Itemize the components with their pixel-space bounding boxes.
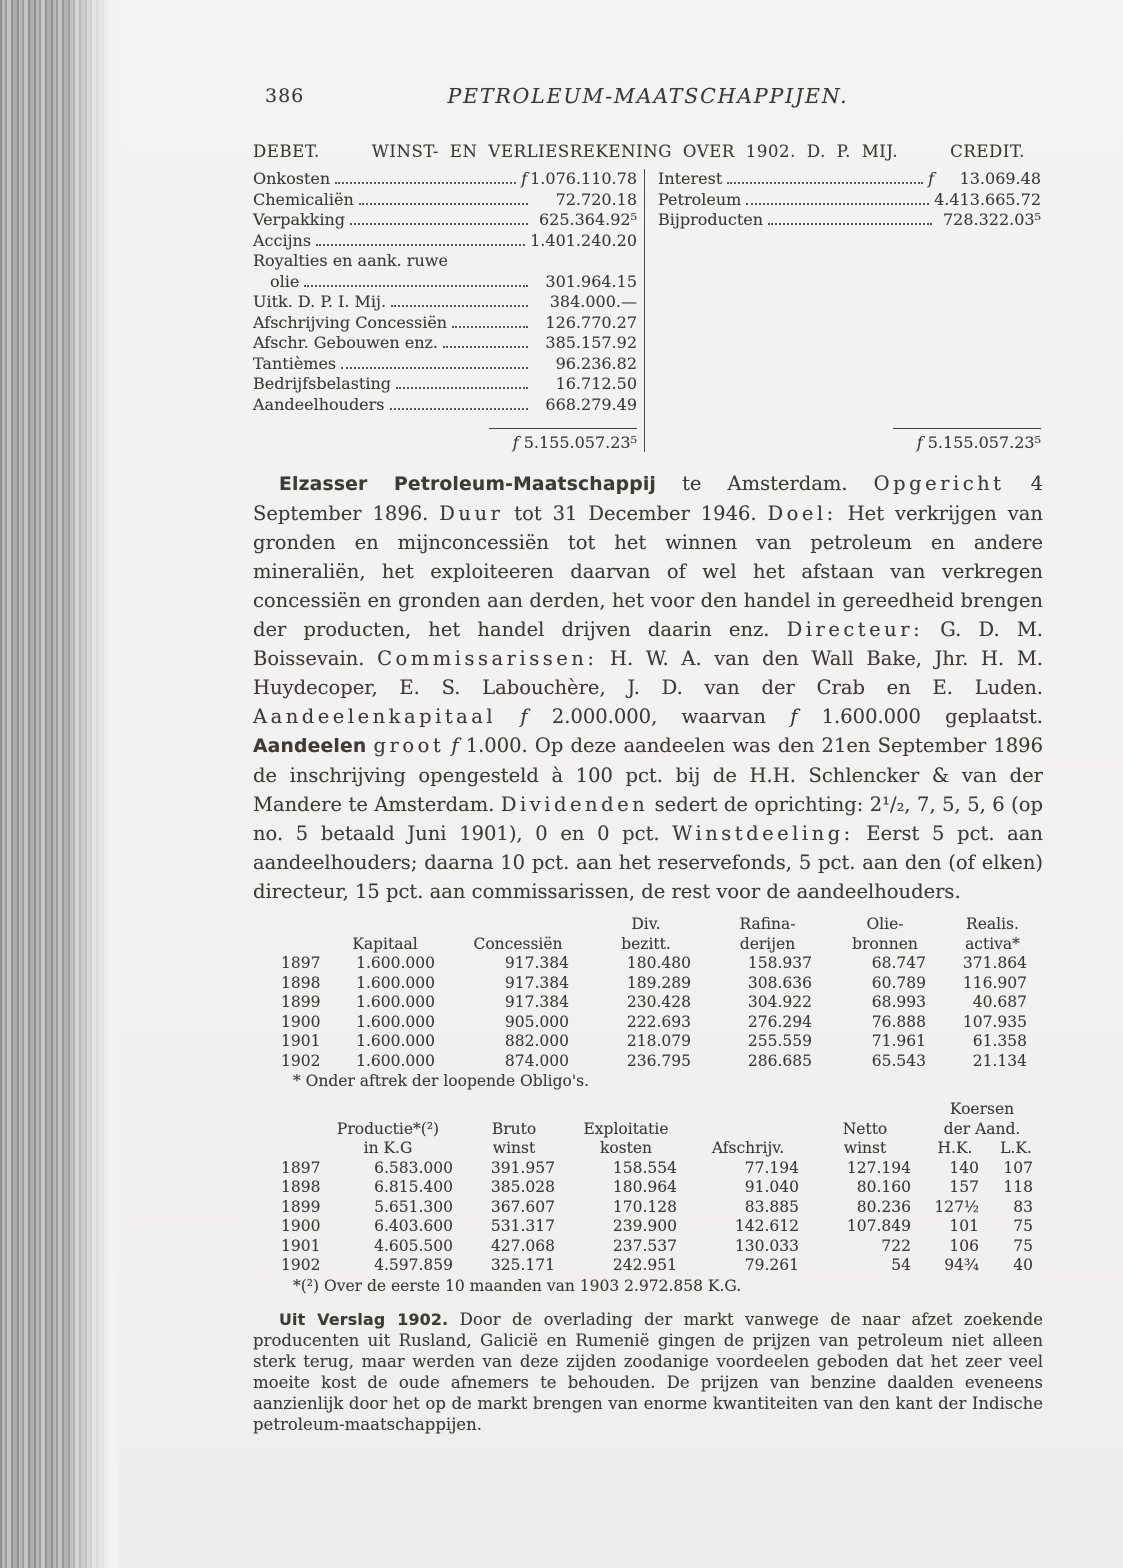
account-title (253, 142, 1043, 161)
table-cell: 71.961 (871, 1032, 926, 1050)
text-segment: Door de overlading der markt vanwege de naar afzet zoekende producenten uit Rusland, Galicië en Rumenië gingen de prijzen van petroleum niet alleen sterk terug, maar werden van deze zijden zoodanige voordeelen geboden dat het zeer veel moeite kost de oude afnemers te behouden. De prijzen van benzine daalden eveneens aanzienlijk door het op de markt brengen van enorme kwantiteiten van den kant der Indische petroleum-maatschappijen. (253, 1309, 1043, 1434)
table-cell: 237.537 (612, 1236, 677, 1255)
dot-leader (390, 408, 528, 410)
t1-header-div: Div. (631, 915, 661, 933)
account-label: olie (270, 271, 300, 291)
account-title-center: WINST- EN VERLIESREKENING OVER 1902. D. P. MIJ. (371, 142, 899, 161)
text-segment: Aandeelen (253, 736, 367, 757)
account-amount: 96.236.82 (555, 353, 637, 373)
table-row (253, 993, 1043, 1013)
table-row (253, 954, 1043, 974)
t2-header-nettowinst: winst (843, 1139, 887, 1157)
florin-sign: f (512, 433, 519, 452)
t2-body (253, 1159, 1043, 1276)
company-description (253, 469, 1043, 906)
financial-overview-table (253, 915, 1043, 1071)
table-cell: 170.128 (612, 1197, 677, 1216)
table-cell: 218.079 (626, 1032, 691, 1050)
table-cell: 158.554 (612, 1158, 677, 1177)
table-cell: 1.600.000 (356, 993, 435, 1011)
table-cell: 77.194 (744, 1158, 799, 1177)
account-amount: 72.720.18 (555, 189, 637, 209)
account-label: Petroleum (658, 189, 742, 209)
book-binding (0, 0, 118, 1568)
table-cell: 4.605.500 (374, 1236, 453, 1255)
text-segment: Duur (439, 502, 504, 525)
text-segment: Opgericht (873, 472, 1005, 495)
table-cell: 65.543 (871, 1051, 926, 1070)
table-cell: 1902 (281, 1256, 321, 1274)
t2-header-koersen: Koersen (949, 1100, 1015, 1118)
table-cell: 76.888 (871, 1012, 926, 1031)
account-row (253, 292, 637, 313)
text-segment: Doel: (767, 502, 837, 525)
dot-leader (350, 223, 528, 225)
table-cell: 222.693 (626, 1012, 691, 1031)
florin-sign: f (916, 433, 923, 452)
table-cell: 140 (949, 1158, 979, 1177)
text-segment: Eerst 5 pct. aan aandeelhouders; daarna 10 pct. aan het reservefonds, 5 pct. aan den (of elken) directeur, 15 pct. aan commissarissen, de rest voor de aandeelhouders. (253, 822, 1043, 903)
table-cell: 157 (949, 1178, 979, 1196)
table-cell: 83.885 (744, 1197, 799, 1216)
t2-header-der-aand: der Aand. (943, 1119, 1021, 1138)
t2-header-lk: L.K. (1000, 1139, 1032, 1157)
account-row (253, 231, 637, 252)
table-cell: 276.294 (747, 1012, 812, 1031)
debit-total: 5.155.057.23⁵ (523, 433, 637, 452)
table-cell: 142.612 (734, 1217, 799, 1235)
t1-header-bezitt: bezitt. (621, 934, 671, 953)
account-row (253, 272, 637, 293)
text-segment: Winstdeeling: (672, 822, 854, 845)
account-label: Onkosten (253, 169, 331, 188)
table-row (253, 1032, 1043, 1052)
text-segment: 2.000.000, waarvan (527, 705, 791, 728)
account-label: Afschrijving Concessiën (253, 312, 448, 332)
text-segment: 1.600.000 geplaatst. (797, 705, 1043, 728)
table-row (253, 1052, 1043, 1072)
table-cell: 882.000 (504, 1032, 569, 1050)
account-amount: 384.000.— (549, 292, 637, 311)
text-segment (366, 734, 373, 757)
table-cell: 286.685 (747, 1051, 812, 1070)
table-cell: 180.480 (626, 954, 691, 972)
account-row (658, 210, 1041, 231)
annual-report-1902 (253, 1309, 1043, 1435)
text-segment: H. W. A. van den Wall Bake, Jhr. H. M. Huydecoper, E. S. Labouchère, J. D. van der Crab en E. Luden. (253, 647, 1043, 699)
text-segment: 1.000. Op deze aandeelen was den 21en September 1896 de inschrijving opengesteld à 100 pct. bij de H.H. Schlencker & van der Mandere te Amsterdam. (253, 734, 1043, 816)
account-row (658, 169, 1041, 190)
account-amount: 1.401.240.20 (530, 230, 637, 250)
table-cell: 367.607 (490, 1197, 555, 1216)
text-segment: te Amsterdam. (656, 472, 874, 495)
table-cell: 80.236 (856, 1197, 911, 1216)
account-label: Accijns (253, 230, 312, 250)
table-cell: 6.815.400 (374, 1178, 453, 1196)
table-cell: 189.289 (626, 973, 691, 992)
account-row (253, 251, 637, 272)
table-cell: 874.000 (504, 1051, 569, 1070)
account-amount: 16.712.50 (555, 374, 637, 393)
text-segment: f (451, 734, 459, 757)
table-cell: 236.795 (626, 1051, 691, 1070)
table-cell: 101 (949, 1217, 979, 1235)
table-cell: 1.600.000 (356, 1051, 435, 1070)
dot-leader (391, 305, 528, 307)
account-columns (253, 169, 1043, 452)
table-cell: 255.559 (747, 1032, 812, 1050)
account-row (253, 169, 637, 190)
florin-sign: f (521, 169, 528, 188)
page-content (253, 84, 1043, 1435)
credit-total-row (658, 415, 1041, 452)
table-cell: 94¾ (944, 1256, 979, 1274)
text-segment: Uit Verslag 1902. (279, 1309, 449, 1329)
dot-leader (316, 244, 525, 246)
dot-leader (335, 182, 516, 184)
table-cell: 75 (1013, 1217, 1033, 1235)
dot-leader (452, 326, 528, 328)
table-cell: 180.964 (612, 1178, 677, 1196)
table-cell: 427.068 (490, 1236, 555, 1255)
table-row (253, 1198, 1043, 1218)
t1-header-kapitaal: Kapitaal (352, 934, 418, 953)
table-cell: 371.864 (962, 954, 1027, 972)
table-cell: 106 (949, 1236, 979, 1255)
account-amount: 728.322.03⁵ (942, 210, 1041, 229)
table-cell: 308.636 (747, 973, 812, 992)
table-row (253, 1256, 1043, 1276)
t2-header-kosten: kosten (599, 1139, 653, 1157)
table-cell: 1901 (281, 1032, 321, 1050)
text-segment: 4 September 1896. (253, 472, 1043, 525)
account-title-debet: DEBET. (253, 142, 320, 161)
t2-header-productie: Productie*(²) (336, 1119, 440, 1138)
account-label: Aandeelhouders (253, 394, 385, 414)
text-segment: Aandeelenkapitaal (253, 705, 497, 728)
account-amount: 126.770.27 (545, 312, 637, 332)
table-cell: 917.384 (504, 954, 569, 972)
table-cell: 1897 (281, 954, 321, 972)
account-amount: 301.964.15 (545, 271, 637, 291)
account-row (658, 190, 1041, 211)
account-row (253, 190, 637, 211)
table-cell: 905.000 (504, 1012, 569, 1031)
text-segment: Commissarissen: (377, 647, 598, 670)
table-cell: 6.583.000 (374, 1158, 453, 1177)
table-row (253, 1159, 1043, 1179)
t1-header-activa: activa* (965, 934, 1020, 953)
table-cell: 80.160 (856, 1178, 911, 1196)
table-cell: 1.600.000 (356, 1032, 435, 1050)
account-amount: 4.413.665.72 (934, 189, 1041, 209)
text-segment: tot 31 December 1946. (503, 502, 768, 525)
table-cell: 385.028 (490, 1178, 555, 1196)
account-row (253, 395, 637, 416)
account-label: Interest (658, 169, 723, 188)
table-cell: 127.194 (846, 1158, 911, 1177)
table-cell: 1901 (281, 1236, 321, 1255)
page-header (253, 84, 1043, 110)
account-label: Chemicaliën (253, 189, 354, 209)
t1-header-rafina: Rafina- (739, 915, 796, 933)
table-cell: 91.040 (744, 1178, 799, 1196)
page-number: 386 (265, 85, 305, 107)
account-amount: 13.069.48 (959, 169, 1041, 188)
table-cell: 4.597.859 (374, 1256, 453, 1274)
table-cell: 21.134 (972, 1051, 1027, 1070)
table-row (253, 1178, 1043, 1198)
text-segment: f (520, 705, 528, 728)
table-row (253, 1217, 1043, 1237)
text-segment: sedert de oprichting: 2¹/₂, 7, 5, 5, 6 (op no. 5 betaald Juni 1901), 0 en 0 pct. (253, 793, 1043, 845)
table-cell: 118 (1003, 1178, 1033, 1196)
table-cell: 5.651.300 (374, 1197, 453, 1216)
text-segment: groot (373, 734, 445, 757)
t2-header-netto: Netto (842, 1119, 888, 1138)
t1-header-derijen: derijen (739, 934, 796, 953)
account-label: Afschr. Gebouwen enz. (253, 333, 439, 352)
account-label: Uitk. D. P. I. Mij. (253, 292, 387, 311)
debit-total-row (253, 415, 637, 452)
credit-rows (658, 169, 1041, 231)
table2-footnote: *(²) Over de eerste 10 maanden van 1903 2.972.858 K.G. (293, 1276, 742, 1295)
table-row (253, 1237, 1043, 1257)
table-cell: 130.033 (734, 1236, 799, 1255)
table-cell: 40 (1013, 1256, 1033, 1274)
debit-column (253, 169, 645, 452)
table-cell: 391.957 (490, 1158, 555, 1177)
table-row (253, 974, 1043, 994)
table-cell: 1898 (281, 1178, 321, 1196)
table-cell: 158.937 (747, 954, 812, 972)
t2-header-hk: H.K. (937, 1139, 973, 1157)
account-label: Royalties en aank. ruwe (253, 251, 448, 270)
dot-leader (727, 182, 923, 184)
account-label: Bijproducten (658, 210, 764, 229)
t1-header-olie: Olie- (866, 915, 904, 933)
table-cell: 1900 (281, 1217, 321, 1235)
table-cell: 1899 (281, 993, 321, 1011)
table-cell: 917.384 (504, 993, 569, 1011)
account-row (253, 374, 637, 395)
table-cell: 1900 (281, 1012, 321, 1031)
table-cell: 68.747 (871, 954, 926, 972)
table-cell: 304.922 (747, 993, 812, 1011)
credit-column (645, 169, 1043, 452)
table-cell: 1899 (281, 1197, 321, 1216)
dot-leader (359, 203, 528, 205)
text-segment: Directeur: (786, 618, 924, 641)
t1-body (253, 954, 1043, 1071)
dot-leader (768, 223, 932, 225)
account-amount: 1.076.110.78 (530, 169, 637, 188)
t1-header-concessien: Concessiën (473, 934, 563, 953)
account-row (253, 333, 637, 354)
table1-footnote: * Onder aftrek der loopende Obligo's. (293, 1072, 589, 1090)
table-cell: 107.849 (846, 1217, 911, 1235)
debit-rows (253, 169, 637, 415)
table-cell: 79.261 (744, 1256, 799, 1274)
table-cell: 1898 (281, 973, 321, 992)
table-cell: 531.317 (490, 1217, 555, 1235)
table-cell: 107 (1003, 1158, 1033, 1177)
table-cell: 1.600.000 (356, 954, 435, 972)
table-cell: 242.951 (612, 1256, 677, 1274)
table-cell: 6.403.600 (374, 1217, 453, 1235)
account-label: Bedrijfsbelasting (253, 374, 391, 393)
table-cell: 230.428 (626, 993, 691, 1011)
t2-header-winst: winst (492, 1139, 536, 1157)
profit-loss-account (253, 142, 1043, 452)
table-cell: 1902 (281, 1051, 321, 1070)
production-results-table (253, 1100, 1043, 1276)
credit-total: 5.155.057.23⁵ (927, 433, 1041, 452)
table-row (253, 1013, 1043, 1033)
table-cell: 60.789 (871, 973, 926, 992)
table-cell: 1897 (281, 1158, 321, 1177)
text-segment (496, 705, 520, 728)
table-cell: 1.600.000 (356, 1012, 435, 1031)
table-cell: 917.384 (504, 973, 569, 992)
account-amount: 668.279.49 (545, 394, 637, 414)
table-cell: 68.993 (871, 993, 926, 1011)
account-row (253, 210, 637, 231)
text-segment: Elzasser Petroleum-Maatschappij (279, 474, 657, 495)
table-cell: 61.358 (972, 1032, 1027, 1050)
table-cell: 116.907 (962, 973, 1027, 992)
table-cell: 127½ (934, 1197, 979, 1216)
table-cell: 107.935 (962, 1012, 1027, 1031)
account-label: Tantièmes (253, 353, 337, 373)
table-cell: 325.171 (490, 1256, 555, 1274)
table-cell: 239.900 (612, 1217, 677, 1235)
dot-leader (396, 387, 528, 389)
t2-header-in-kg: in K.G (363, 1139, 413, 1157)
text-segment: f (790, 705, 798, 728)
table-cell: 1.600.000 (356, 973, 435, 992)
t2-header-exploitatie: Exploitatie (583, 1119, 669, 1138)
account-amount: 625.364.92⁵ (538, 210, 637, 229)
running-title: PETROLEUM-MAATSCHAPPIJEN. (447, 84, 849, 108)
account-row (253, 354, 637, 375)
florin-sign: f (928, 169, 934, 188)
dot-leader (746, 203, 929, 205)
table-cell: 83 (1013, 1197, 1033, 1216)
account-title-credit: CREDIT. (950, 142, 1025, 161)
t1-header-bronnen: bronnen (852, 934, 918, 953)
dot-leader (341, 367, 528, 369)
t2-header-bruto: Bruto (491, 1119, 537, 1138)
text-segment: G. D. M. Boissevain. (253, 618, 1043, 670)
dot-leader (443, 346, 528, 348)
t2-header-afschrijv: Afschrijv. (711, 1139, 785, 1157)
table-cell: 75 (1013, 1236, 1033, 1255)
text-segment: Dividenden (500, 793, 649, 816)
dot-leader (304, 285, 528, 287)
account-amount: 385.157.92 (545, 333, 637, 352)
table-cell: 722 (881, 1236, 911, 1255)
text-segment: Het verkrijgen van gronden en mijnconcessiën tot het winnen van petroleum en andere mineraliën, het exploiteeren daarvan of wel het afstaan van verkregen concessiën en gronden aan derden, het voor den handel in gereedheid brengen der producten, het handel drijven daarin enz. (253, 502, 1043, 641)
account-row (253, 313, 637, 334)
account-label: Verpakking (253, 210, 346, 229)
table-cell: 54 (891, 1256, 911, 1274)
t1-header-realis: Realis. (966, 915, 1019, 933)
table-cell: 40.687 (972, 993, 1027, 1011)
